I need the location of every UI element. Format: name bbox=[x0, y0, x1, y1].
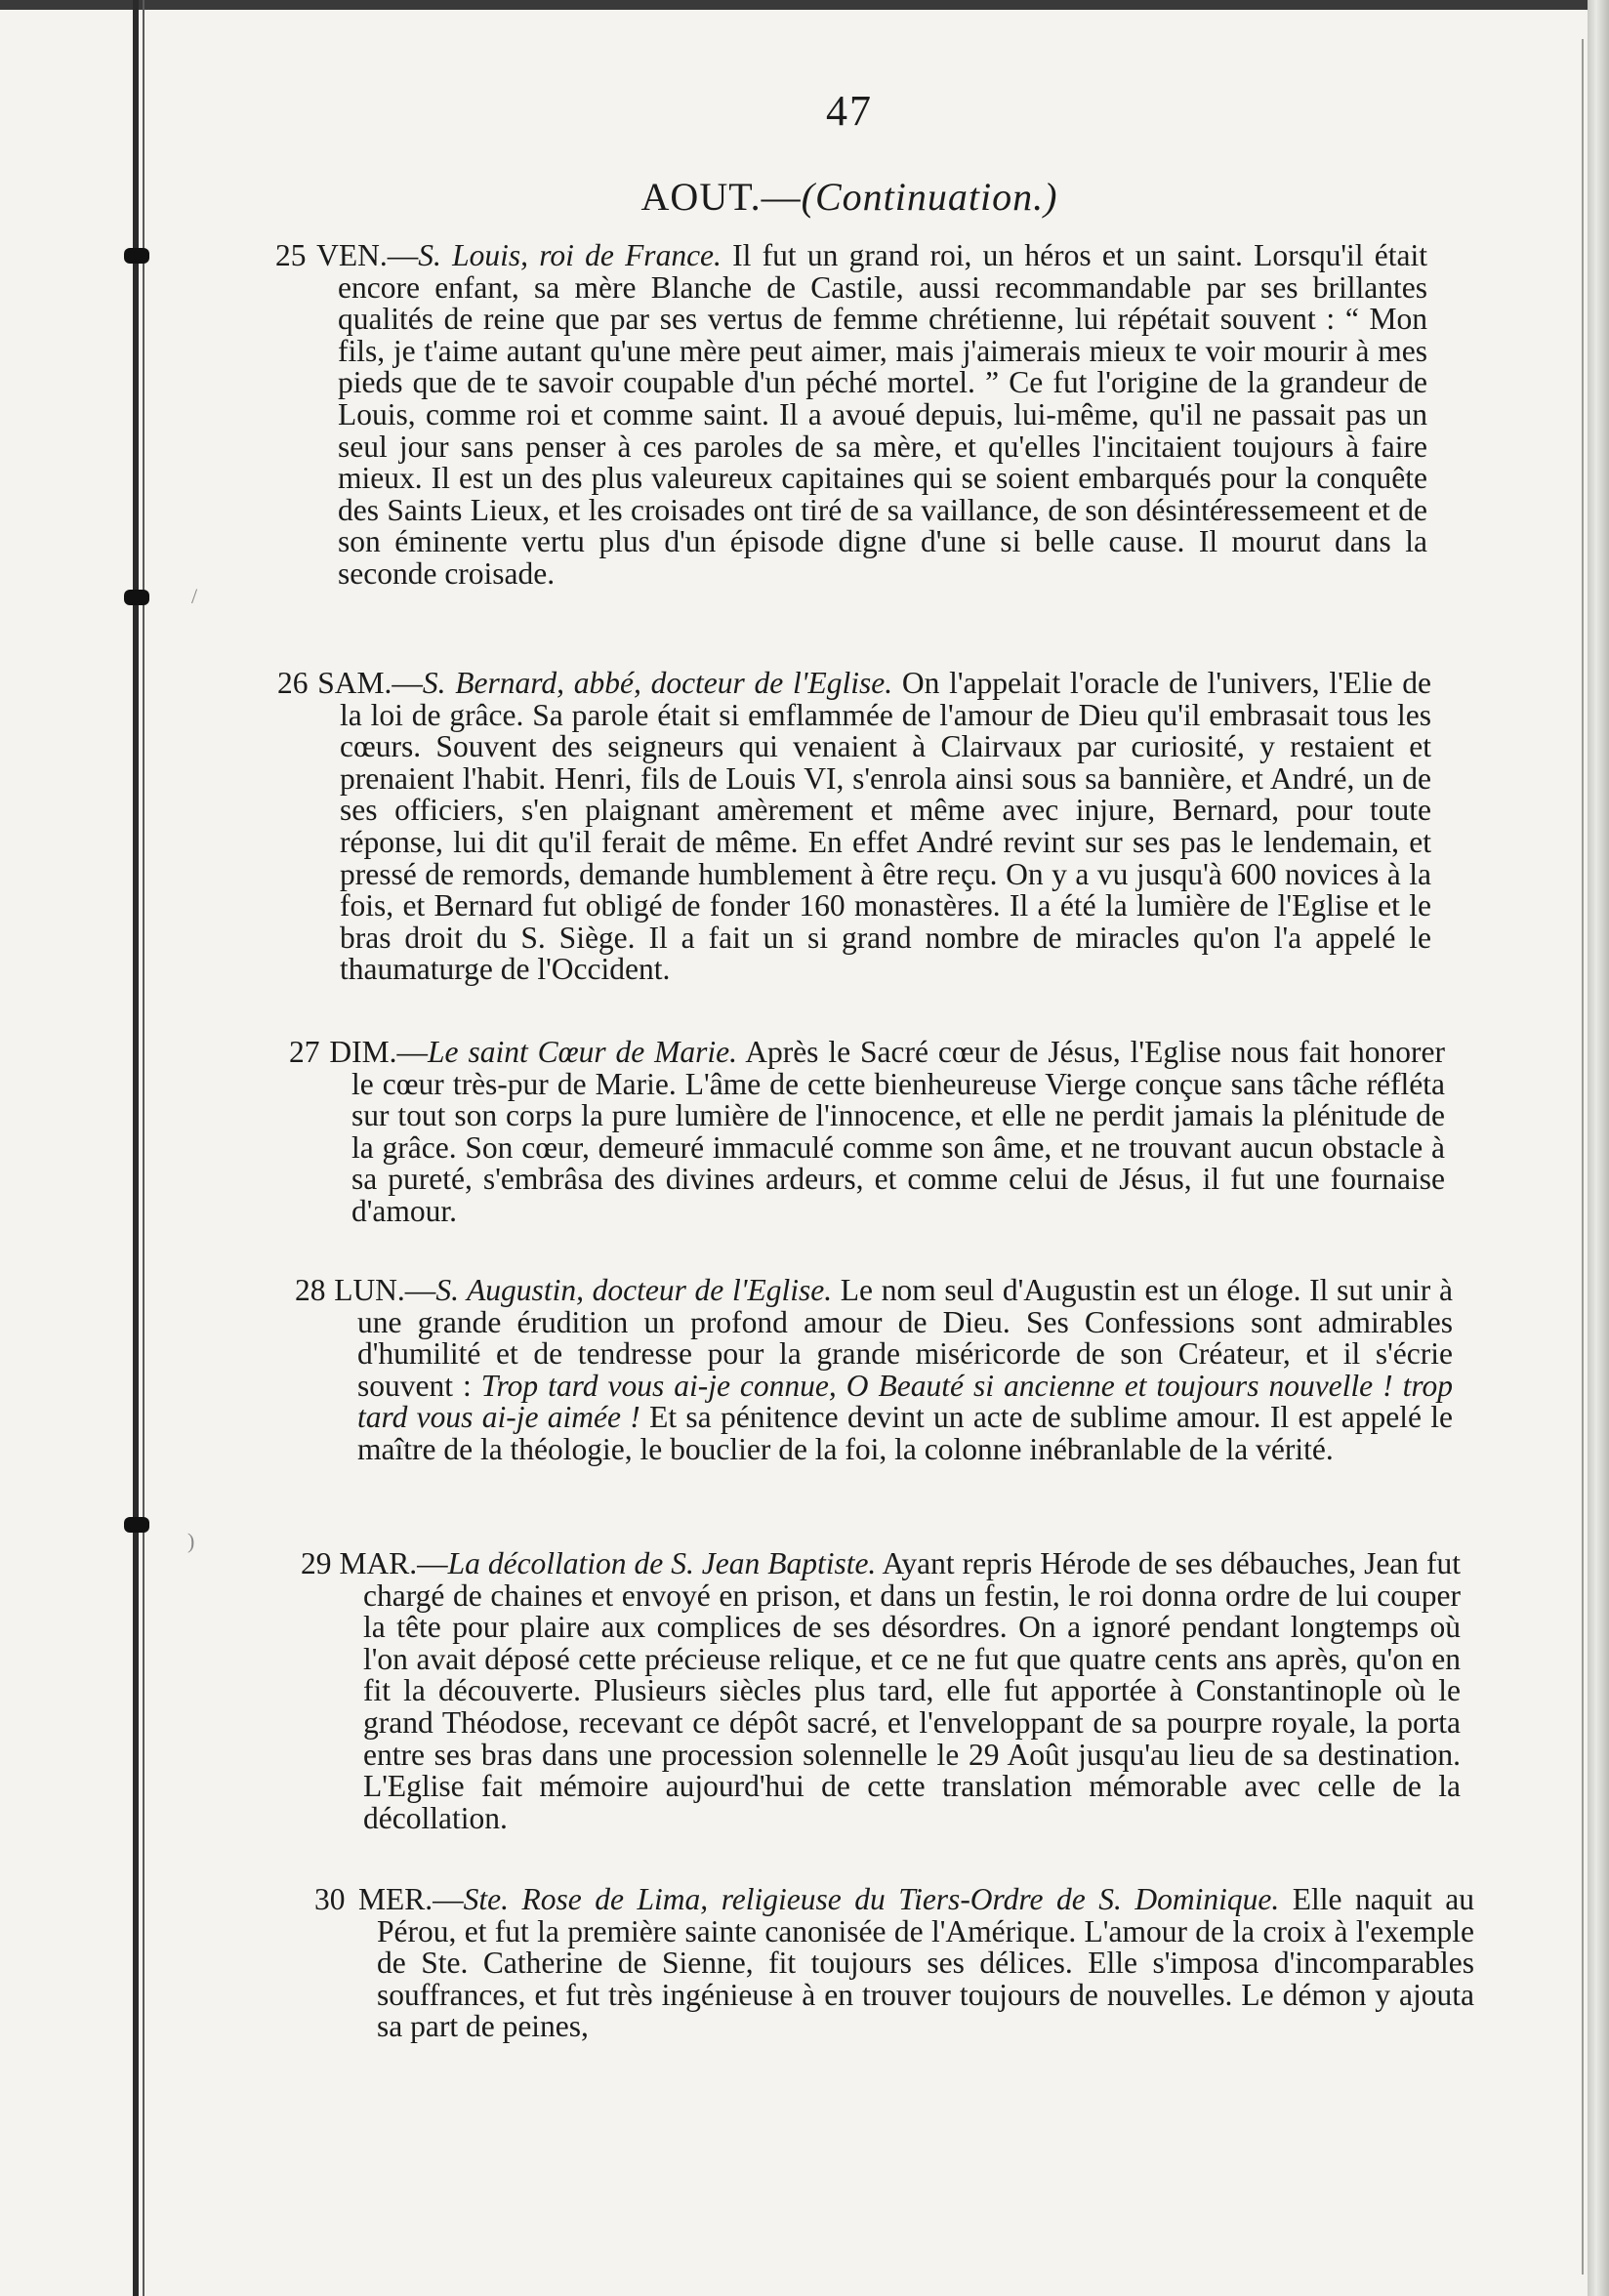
entry-text: Elle naquit au Pérou, et fut la première sainte canonisée de l'Amérique. L'amour de la croix à l'exemple de Ste. Catherine de Sienne, fit toujours ses délices. Elle s'imposa d'incomparables souffrances, et fut très ingénieuse à en trouver toujours de nouvelles. Le démon y ajouta sa part de peines, bbox=[377, 1882, 1474, 2044]
page-right-edge bbox=[1588, 0, 1609, 2296]
entry-quote: Trop tard vous ai-je connue, O Beauté si ancienne et toujours nouvelle ! trop tard vous ai-je aimée ! bbox=[357, 1368, 1453, 1435]
entry-day: 30 MER.— bbox=[314, 1882, 464, 1916]
entry-25 bbox=[275, 240, 1427, 591]
binding-edge-thin bbox=[143, 0, 144, 2296]
entry-29 bbox=[301, 1548, 1461, 1834]
entry-28 bbox=[295, 1275, 1453, 1466]
entry-30 bbox=[314, 1884, 1474, 2043]
page-top-edge bbox=[0, 0, 1609, 10]
binding-stitch bbox=[124, 590, 149, 605]
page-right-edge-line bbox=[1582, 39, 1584, 2275]
entry-26 bbox=[277, 668, 1431, 986]
entry-saint: Ste. Rose de Lima, religieuse du Tiers-Ordre de S. Dominique. bbox=[463, 1882, 1280, 1916]
entry-text: Il fut un grand roi, un héros et un saint. Lorsqu'il était encore enfant, sa mère Blanche de Castile, aussi recommandable par ses brillantes qualités de reine que par ses vertus de femme chrétienne, lui répétait souvent : “ Mon fils, je t'aime autant qu'une mère peut aimer, mais j'aimerais mieux te voir mourir à mes pieds que de te savoir coupable d'un péché mortel. ” Ce fut l'origine de la grandeur de Louis, comme roi et comme saint. Il a avoué depuis, lui-même, qu'il ne passait pas un seul jour sans penser à ces paroles de sa mère, et qu'elles l'incitaient toujours à faire mieux. Il est un des plus valeureux capitaines qui se soient embarqués pour la conquête des Saints Lieux, et les croisades ont tiré de sa vaillance, de son désintéressemeent et de son éminente vertu plus d'un épisode digne d'une si belle cause. Il mourut dans la seconde croisade. bbox=[338, 238, 1427, 591]
entry-saint: S. Louis, roi de France. bbox=[418, 238, 722, 272]
entry-saint: S. Augustin, docteur de l'Eglise. bbox=[435, 1273, 833, 1307]
entry-day: 26 SAM.— bbox=[277, 666, 423, 700]
header-month: AOUT.— bbox=[640, 175, 802, 219]
entry-text: Le nom seul d'Augustin est un éloge. Il sut unir à une grande érudition un profond amour de Dieu. Ses Confessions sont admirables d'humilité et de tendresse pour la grande miséricorde de son Créateur, et il s'écrie souvent : bbox=[357, 1273, 1453, 1403]
entry-day: 27 DIM.— bbox=[289, 1035, 429, 1069]
entry-saint: Le saint Cœur de Marie. bbox=[428, 1035, 738, 1069]
margin-mark: ) bbox=[187, 1529, 195, 1553]
entry-27 bbox=[289, 1037, 1445, 1228]
entry-text: Ayant repris Hérode de ses débauches, Jean fut chargé de chaines et envoyé en prison, et dans un festin, le roi donna ordre de lui couper la tête pour plaire aux complices de ses désordres. On a ignoré pendant longtemps où l'on avait déposé cette précieuse relique, et ce ne fut que quatre cents ans après, qu'on en fit la découverte. Plusieurs siècles plus tard, elle fut apportée à Constantinople où le grand Théodose, recevant ce dépôt sacré, et l'enveloppant de sa pourpre royale, la porta entre ses bras dans une procession solennelle le 29 Août jusqu'au lieu de sa destination. L'Eglise fait mémoire aujourd'hui de cette translation mémorable avec celle de la décollation. bbox=[363, 1546, 1461, 1835]
entry-text: On l'appelait l'oracle de l'univers, l'Elie de la loi de grâce. Sa parole était si emflammée de l'amour de Dieu qu'il embrasait tous les cœurs. Souvent des seigneurs qui venaient à Clairvaux par curiosité, y restaient et prenaient l'habit. Henri, fils de Louis VI, s'enrola ainsi sous sa bannière, et André, un de ses officiers, s'en plaignant amèrement et même avec injure, Bernard, pour toute réponse, lui dit qu'il ferait de même. En effet André revint sur ses pas le lendemain, et pressé de remords, demande humblement à être reçu. On y a vu jusqu'à 600 novices à la fois, et Bernard fut obligé de fonder 160 monastères. Il a été la lumière de l'Eglise et le bras droit du S. Siège. Il a fait un si grand nombre de miracles qu'on l'a appelé le thaumaturge de l'Occident. bbox=[340, 666, 1431, 987]
page-header bbox=[0, 174, 1609, 220]
binding-edge bbox=[133, 0, 139, 2296]
entry-saint: La décollation de S. Jean Baptiste. bbox=[447, 1546, 877, 1580]
entry-day: 25 VEN.— bbox=[275, 238, 419, 272]
entry-text: Après le Sacré cœur de Jésus, l'Eglise nous fait honorer le cœur très-pur de Marie. L'âme de cette bienheureuse Vierge conçue sans tâche réfléta sur tout son corps la pure lumière de l'innocence, et elle ne perdit jamais la plénitude de la grâce. Son cœur, demeuré immaculé comme son âme, et ne trouvant aucun obstacle à sa pureté, s'embrâsa des divines ardeurs, et comme celui de Jésus, il fut une fournaise d'amour. bbox=[351, 1035, 1445, 1228]
entry-day: 29 MAR.— bbox=[301, 1546, 448, 1580]
header-note: (Continuation.) bbox=[801, 175, 1058, 219]
page-number: 47 bbox=[826, 87, 873, 135]
margin-mark: / bbox=[191, 584, 198, 608]
binding-stitch bbox=[124, 1517, 149, 1533]
binding-stitch bbox=[124, 248, 149, 264]
entry-saint: S. Bernard, abbé, docteur de l'Eglise. bbox=[422, 666, 893, 700]
entry-day: 28 LUN.— bbox=[295, 1273, 436, 1307]
entry-text: Et sa pénitence devint un acte de sublime amour. Il est appelé le maître de la théologie, le bouclier de la foi, la colonne inébranlable de la vérité. bbox=[357, 1400, 1453, 1466]
